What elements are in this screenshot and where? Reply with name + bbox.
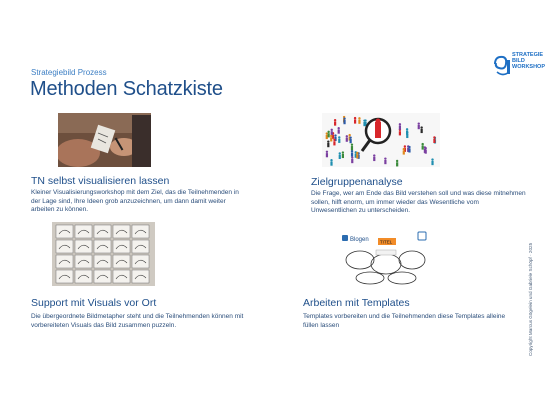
crowd-figure-icon <box>408 146 410 153</box>
crowd-figure-icon <box>406 128 408 135</box>
sketch-card <box>94 225 111 238</box>
sketch-card <box>132 255 149 268</box>
crowd-figure-icon <box>356 152 358 159</box>
template-tag: TITEL <box>380 239 393 245</box>
crowd-figure-icon <box>399 123 401 130</box>
crowd-figure-icon <box>354 117 356 124</box>
strategiebild-logo <box>493 50 545 80</box>
crowd-figure-icon <box>330 159 332 166</box>
card-3-title: Support mit Visuals vor Ort <box>31 297 157 309</box>
sketch-card <box>113 225 130 238</box>
card-1-description: Kleiner Visualisierungsworkshop mit dem Ziel, das die Teilnehmenden in der Lage sind, Ihre Ideen grob anzuzeichnen, um dann damit weiter arbeiten zu können. <box>31 189 239 213</box>
logo-line-3: WORKSHOP <box>512 64 545 70</box>
card-4-title: Arbeiten mit Templates <box>303 297 410 309</box>
crowd-figure-icon <box>338 136 340 143</box>
crowd-figure-icon <box>339 152 341 159</box>
sketch-card <box>94 240 111 253</box>
sketch-card <box>56 240 73 253</box>
template-label: Blogen <box>350 237 369 243</box>
crowd-figure-icon <box>342 151 344 158</box>
crowd-figure-icon <box>326 151 328 158</box>
logo-line-1: STRATEGIE <box>512 52 544 58</box>
sketch-card <box>56 225 73 238</box>
card-4-image <box>340 230 430 285</box>
card-1-image <box>58 113 151 167</box>
sketch-card <box>113 255 130 268</box>
page-title: Methoden Schatzkiste <box>30 78 223 100</box>
sketch-card <box>75 270 92 283</box>
crowd-figure-icon <box>433 136 435 143</box>
crowd-figure-icon <box>334 119 336 126</box>
crowd-figure-icon <box>338 127 340 134</box>
crowd-figure-icon <box>351 150 353 157</box>
sketch-card <box>113 270 130 283</box>
card-2-title: Zielgruppenanalyse <box>311 176 403 188</box>
sketch-card <box>75 255 92 268</box>
sketch-card <box>132 240 149 253</box>
crowd-figure-icon <box>424 146 426 153</box>
crowd-figure-icon <box>431 158 433 165</box>
crowd-figure-icon <box>327 141 329 148</box>
sketch-card <box>132 270 149 283</box>
crowd-figure-icon <box>384 157 386 164</box>
card-3-description: Die übergeordnete Bildmetapher steht und die Teilnehmenden können mit vorbereiteten Visuals das Bild zusammen puzzeln. <box>31 313 244 329</box>
card-4-description: Templates vorbereiten und die Teilnehmenden diese Templates alleine füllen lassen <box>303 313 506 329</box>
crowd-figure-icon <box>351 144 353 151</box>
card-2-description: Die Frage, wer am Ende das Bild verstehen soll und was diese mitnehmen sollen, hilft enorm, um immer wieder das Wesentliche vom Unwesentlichen zu unterscheiden. <box>311 190 526 214</box>
copyright-note: Copyright Marcus Gögelein und Gabriele Schöpf · 2025 <box>528 242 533 356</box>
sketch-card <box>75 240 92 253</box>
crowd-figure-icon <box>420 126 422 133</box>
crowd-figure-icon <box>403 148 405 155</box>
card-1-title: TN selbst visualisieren lassen <box>31 175 170 187</box>
crowd-figure-icon <box>418 122 420 129</box>
crowd-figure-icon <box>363 119 365 126</box>
card-3-image <box>52 222 155 286</box>
sketch-card <box>94 255 111 268</box>
sketch-card <box>56 270 73 283</box>
sketch-card <box>94 270 111 283</box>
crowd-figure-icon <box>327 131 329 138</box>
card-2-image <box>322 113 440 167</box>
crowd-figure-icon <box>396 160 398 167</box>
crowd-figure-icon <box>421 143 423 150</box>
crowd-figure-icon <box>331 129 333 136</box>
section-kicker: Strategiebild Prozess <box>31 68 107 77</box>
logo-line-2: BILD <box>512 58 525 64</box>
crowd-figure-icon <box>333 139 335 146</box>
crowd-figure-icon <box>373 154 375 161</box>
crowd-figure-icon <box>330 135 332 142</box>
crowd-figure-icon <box>349 137 351 144</box>
crowd-figure-icon <box>358 117 360 124</box>
crowd-figure-icon <box>343 118 345 125</box>
sketch-card <box>113 240 130 253</box>
crowd-figure-icon <box>346 135 348 142</box>
sketch-card <box>75 225 92 238</box>
sketch-card <box>56 255 73 268</box>
sketch-card <box>132 225 149 238</box>
crowd-figure-icon <box>351 156 353 163</box>
